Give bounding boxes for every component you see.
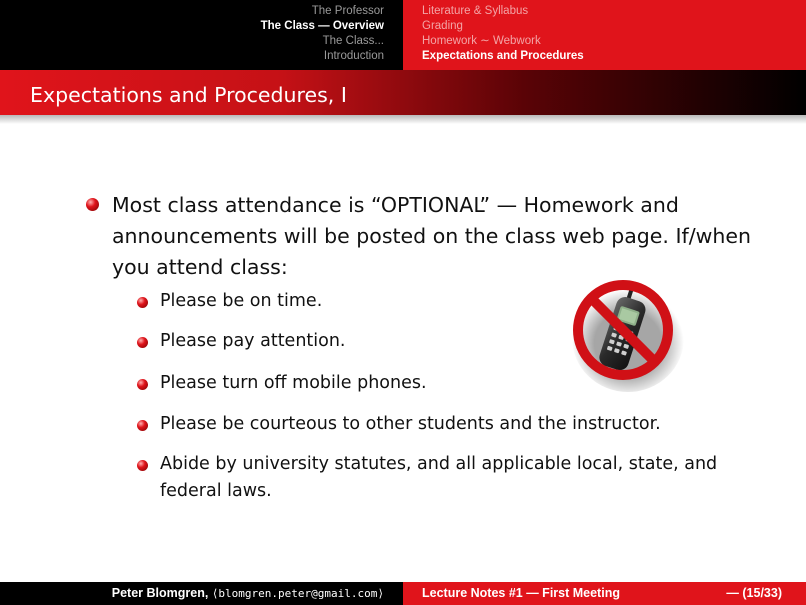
nav-item-grading[interactable]: Grading: [422, 20, 463, 32]
footer-lecture-block: [403, 582, 806, 605]
footer-email: ⟨blomgren.peter@gmail.com⟩: [211, 587, 384, 600]
bullet-icon: [137, 420, 148, 431]
main-bullet-text: Most class attendance is “OPTIONAL” — Homework and announcements will be posted on the class web page. If/when you attend class:: [112, 193, 751, 279]
bullet-icon: [137, 379, 148, 390]
sub-bullet-on-time: Please be on time.: [160, 291, 323, 311]
footer-lecture-title: Lecture Notes #1 — First Meeting: [422, 586, 620, 600]
footer: [0, 582, 806, 605]
no-mobile-phone-icon: [560, 272, 686, 394]
nav-item-expectations-procedures[interactable]: Expectations and Procedures: [422, 50, 584, 62]
nav-item-homework-webwork[interactable]: Homework ∼ Webwork: [422, 35, 541, 47]
slide-title: Expectations and Procedures, I: [30, 83, 347, 107]
nav-item-the-professor[interactable]: The Professor: [311, 5, 384, 17]
footer-page-number: — (15/33): [726, 586, 782, 600]
bullet-icon: [137, 460, 148, 471]
sub-bullet-attention: Please pay attention.: [160, 331, 346, 351]
footer-author: Peter Blomgren,: [111, 586, 209, 600]
sub-bullet-statutes: Abide by university statutes, and all applicable local, state, and federal laws.: [160, 454, 718, 501]
sub-bullet-mobile-phones: Please turn off mobile phones.: [160, 373, 427, 393]
footer-author-block: [0, 582, 403, 605]
nav-item-the-class-overview[interactable]: The Class — Overview: [260, 20, 384, 32]
nav-item-literature-syllabus[interactable]: Literature & Syllabus: [422, 5, 529, 17]
sub-bullet-courteous: Please be courteous to other students and the instructor.: [160, 414, 661, 434]
bullet-icon: [137, 337, 148, 348]
bullet-icon: [137, 297, 148, 308]
nav-item-the-class[interactable]: The Class...: [322, 35, 384, 47]
bullet-icon: [86, 198, 99, 211]
nav-item-introduction[interactable]: Introduction: [323, 50, 384, 62]
